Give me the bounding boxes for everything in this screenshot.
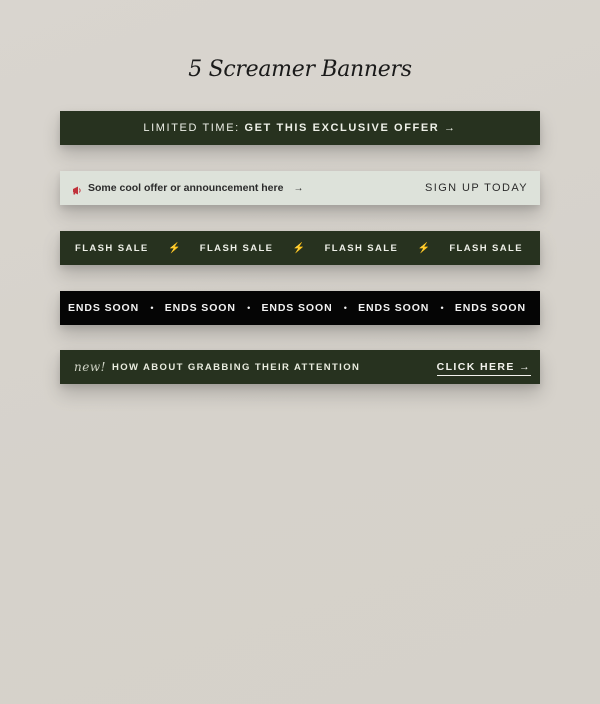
attention-left xyxy=(74,360,360,374)
attention-message: HOW ABOUT GRABBING THEIR ATTENTION xyxy=(111,361,361,373)
flash-sale-item: FLASH SALE xyxy=(449,242,523,254)
banner-limited-time[interactable] xyxy=(60,111,540,145)
arrow-right-icon: → xyxy=(293,182,304,194)
flash-sale-item: FLASH SALE xyxy=(75,242,149,254)
ends-soon-item: ENDS SOON xyxy=(68,302,140,314)
flash-sale-item: FLASH SALE xyxy=(199,242,274,254)
click-here-link[interactable]: CLICK HERE → xyxy=(437,361,531,376)
ends-soon-item: ENDS SOON xyxy=(164,302,236,314)
banner-announcement xyxy=(60,171,540,205)
sign-up-button[interactable]: SIGN UP TODAY xyxy=(425,182,528,194)
bullet-separator: • xyxy=(247,303,251,313)
announcement-message: Some cool offer or announcement here xyxy=(88,182,284,194)
megaphone-icon xyxy=(72,183,82,193)
announcement-left xyxy=(72,182,303,194)
lightning-bolt-icon: ⚡ xyxy=(292,242,306,254)
banner-flash-sale[interactable] xyxy=(60,231,540,265)
bullet-separator: • xyxy=(440,303,444,313)
ends-soon-item: ENDS SOON xyxy=(261,302,333,314)
ends-soon-item: ENDS SOON xyxy=(454,302,526,314)
bullet-separator: • xyxy=(343,303,347,313)
new-script-label: new! xyxy=(74,360,106,374)
banner-limited-time-prefix: LIMITED TIME: xyxy=(143,122,240,134)
ends-soon-item: ENDS SOON xyxy=(358,302,430,314)
lightning-bolt-icon: ⚡ xyxy=(167,242,181,254)
lightning-bolt-icon: ⚡ xyxy=(417,242,430,254)
bullet-separator: • xyxy=(150,303,154,313)
page-title: 5 Screamer Banners xyxy=(188,57,412,82)
flash-sale-item: FLASH SALE xyxy=(324,242,399,254)
banner-limited-time-text xyxy=(143,122,456,134)
banner-limited-time-offer: GET THIS EXCLUSIVE OFFER → xyxy=(244,122,457,134)
banner-attention xyxy=(60,350,540,384)
banner-ends-soon[interactable] xyxy=(60,291,540,325)
